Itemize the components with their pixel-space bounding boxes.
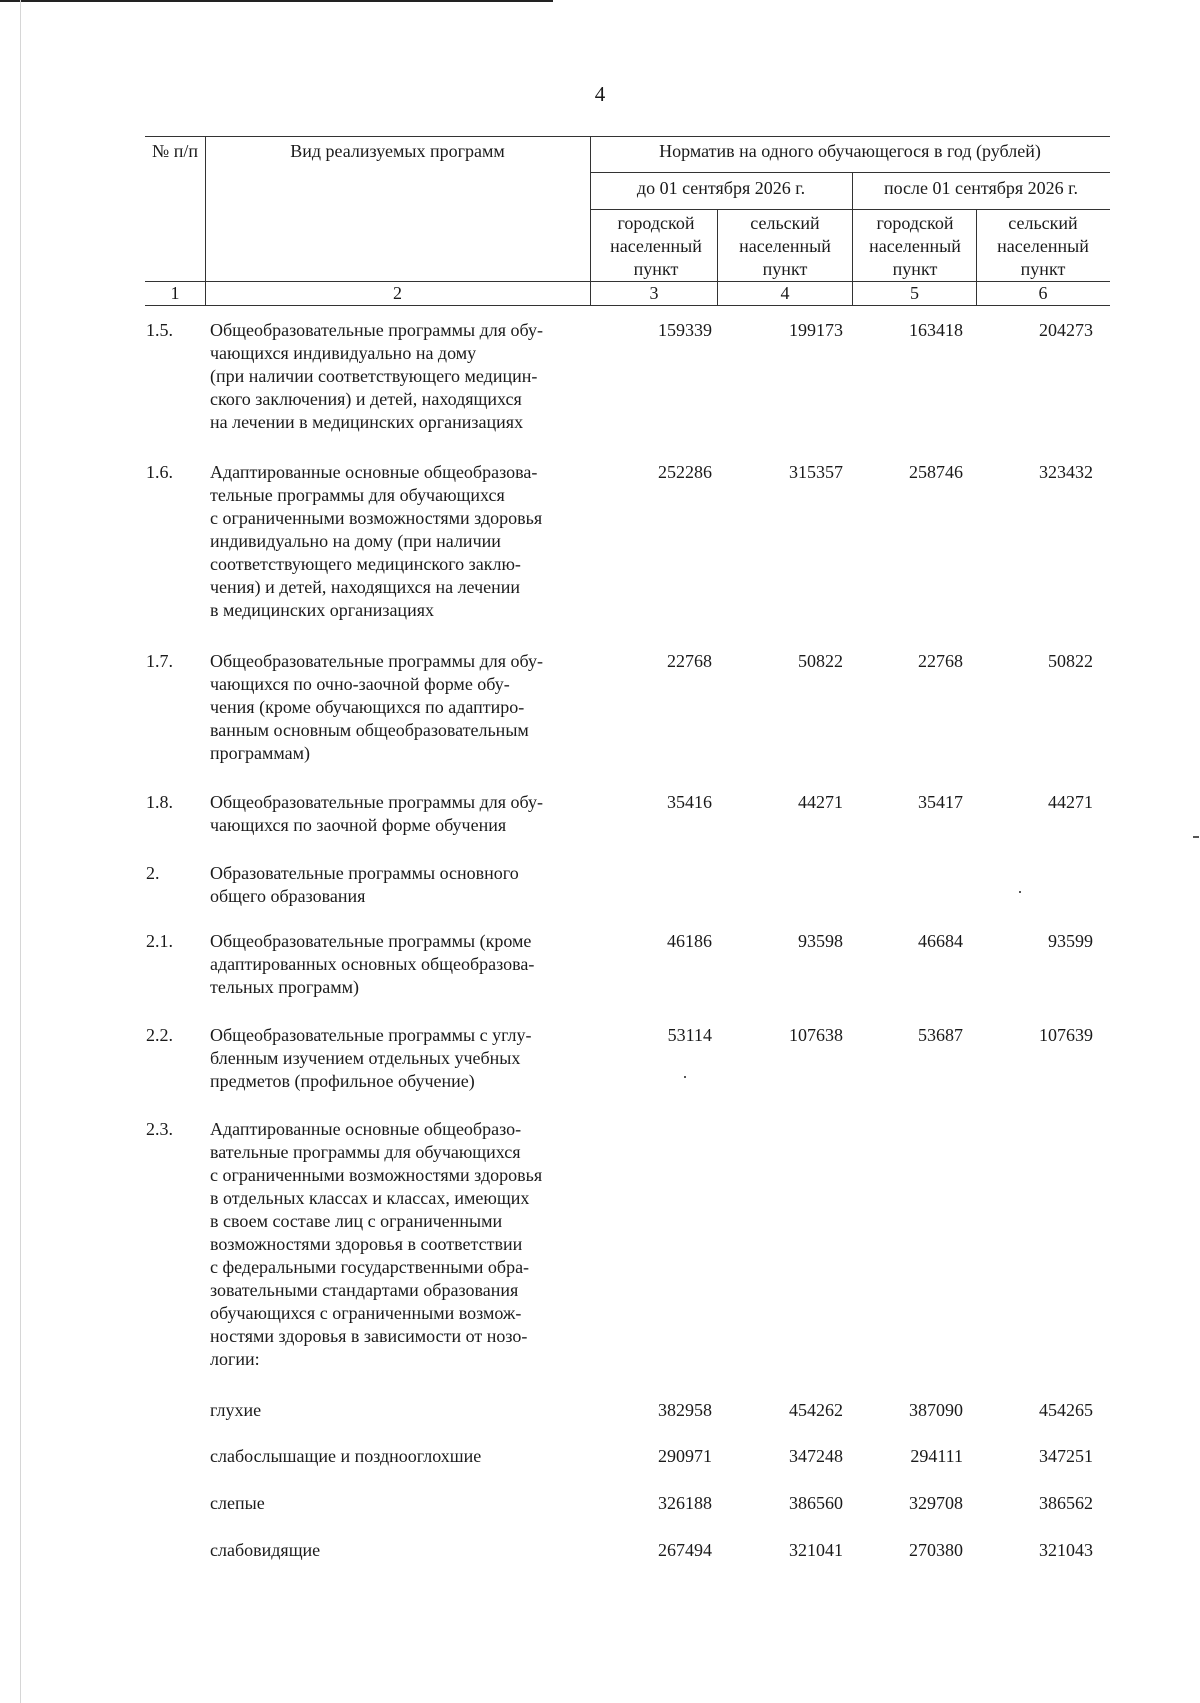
- header-rural-after: сельский населенный пункт: [997, 213, 1089, 279]
- value-urban-after: 53687: [918, 1025, 963, 1045]
- header-col-program: Вид реализуемых программ: [290, 141, 505, 161]
- value-rural-after: 347251: [1039, 1446, 1093, 1466]
- value-urban-before: 267494: [658, 1540, 712, 1560]
- row-program: слепые: [210, 1493, 265, 1513]
- value-urban-before: 53114: [667, 1025, 712, 1045]
- value-rural-before: 454262: [789, 1400, 843, 1420]
- row-program: Адаптированные основные общеобразова- тельные программы для обучающихся с ограниченными возможностями здоровья индивидуально на дому (при наличии соответствующего медицинского заклю- чения) и детей, находящихся на лечении в медицинских организациях: [210, 462, 543, 620]
- value-rural-before: 50822: [798, 651, 843, 671]
- header-index-5: 5: [910, 283, 919, 303]
- value-urban-before: 46186: [667, 931, 712, 951]
- value-rural-before: 321041: [789, 1540, 843, 1560]
- value-rural-before: 386560: [789, 1493, 843, 1513]
- value-urban-after: 329708: [909, 1493, 963, 1513]
- row-number: 1.8.: [146, 792, 173, 812]
- row-number: 2.1.: [146, 931, 173, 951]
- row-program: глухие: [210, 1400, 262, 1420]
- row-program: слабослышащие и позднооглохшие: [210, 1446, 482, 1466]
- value-urban-before: 252286: [658, 462, 712, 482]
- value-rural-after: 321043: [1039, 1540, 1093, 1560]
- row-program: Общеобразовательные программы (кроме адаптированных основных общеобразова- тельных программ): [210, 931, 535, 997]
- header-period-after: после 01 сентября 2026 г.: [883, 178, 1079, 198]
- row-number: 1.7.: [146, 651, 173, 671]
- row-program: Общеобразовательные программы для обу- чающихся по очно-заочной форме обу- чения (кроме обучающихся по адаптиро- ванным основным общеобразовательным программам): [210, 651, 543, 763]
- value-urban-after: 22768: [918, 651, 963, 671]
- header-urban-after: городской населенный пункт: [869, 213, 961, 279]
- value-rural-after: 323432: [1039, 462, 1093, 482]
- scan-speck: [1193, 836, 1199, 838]
- value-urban-before: 35416: [667, 792, 712, 812]
- header-period-before: до 01 сентября 2026 г.: [636, 178, 806, 198]
- header-urban-before: городской населенный пункт: [610, 213, 702, 279]
- value-rural-before: 347248: [789, 1446, 843, 1466]
- scan-edge-left: [20, 0, 21, 1703]
- value-rural-before: 315357: [789, 462, 843, 482]
- value-rural-after: 44271: [1048, 792, 1093, 812]
- value-rural-before: 107638: [789, 1025, 843, 1045]
- row-program: Образовательные программы основного общего образования: [210, 863, 519, 906]
- row-number: 2.: [146, 863, 160, 883]
- value-urban-after: 294111: [910, 1446, 963, 1466]
- value-rural-after: 204273: [1039, 320, 1093, 340]
- value-rural-after: 50822: [1048, 651, 1093, 671]
- value-rural-after: 454265: [1039, 1400, 1093, 1420]
- scan-edge-top: [0, 0, 553, 2]
- row-program: Адаптированные основные общеобразо- вательные программы для обучающихся с ограниченными возможностями здоровья в отдельных классах и классах, имеющих в своем составе лиц с ограниченными возможностями здоровья в соответствии с федеральными государственными обра- зовательными стандартами образования обучающихся с ограниченными возмож- ностями здоровья в зависимости от нозо- логии:: [210, 1119, 543, 1369]
- header-index-6: 6: [1038, 283, 1048, 303]
- value-urban-after: 258746: [909, 462, 963, 482]
- row-program: слабовидящие: [210, 1540, 321, 1560]
- scan-speck: [1019, 891, 1021, 893]
- value-rural-after: 93599: [1048, 931, 1093, 951]
- header-rural-before: сельский населенный пункт: [739, 213, 831, 279]
- value-urban-before: 382958: [658, 1400, 712, 1420]
- row-number: 1.5.: [146, 320, 173, 340]
- value-urban-after: 270380: [909, 1540, 963, 1560]
- value-urban-before: 22768: [667, 651, 712, 671]
- row-number: 1.6.: [146, 462, 173, 482]
- value-urban-before: 159339: [658, 320, 712, 340]
- value-rural-after: 386562: [1039, 1493, 1093, 1513]
- value-urban-before: 290971: [658, 1446, 712, 1466]
- value-rural-before: 199173: [789, 320, 843, 340]
- page-number: 4: [594, 82, 606, 106]
- value-rural-before: 93598: [798, 931, 843, 951]
- scan-speck: [684, 1076, 686, 1078]
- row-program: Общеобразовательные программы для обу- чающихся по заочной форме обучения: [210, 792, 543, 835]
- row-program: Общеобразовательные программы для обу- чающихся индивидуально на дому (при наличии соответствующего медицин- ского заключения) и детей, находящихся на лечении в медицинских организациях: [210, 320, 543, 432]
- header-index-2: 2: [393, 283, 402, 303]
- header-index-1: 1: [170, 283, 180, 303]
- row-number: 2.3.: [146, 1119, 173, 1139]
- value-urban-after: 163418: [909, 320, 963, 340]
- row-program: Общеобразовательные программы с углу- бленным изучением отдельных учебных предметов (профильное обучение): [210, 1025, 532, 1091]
- header-index-4: 4: [780, 283, 790, 303]
- header-col-num: № п/п: [152, 141, 198, 161]
- value-rural-after: 107639: [1039, 1025, 1093, 1045]
- value-urban-after: 35417: [918, 792, 963, 812]
- value-rural-before: 44271: [798, 792, 843, 812]
- value-urban-after: 46684: [918, 931, 963, 951]
- header-col-norm: Норматив на одного обучающегося в год (рублей): [659, 141, 1041, 161]
- row-number: 2.2.: [146, 1025, 173, 1045]
- header-index-3: 3: [649, 283, 659, 303]
- value-urban-before: 326188: [658, 1493, 712, 1513]
- value-urban-after: 387090: [909, 1400, 963, 1420]
